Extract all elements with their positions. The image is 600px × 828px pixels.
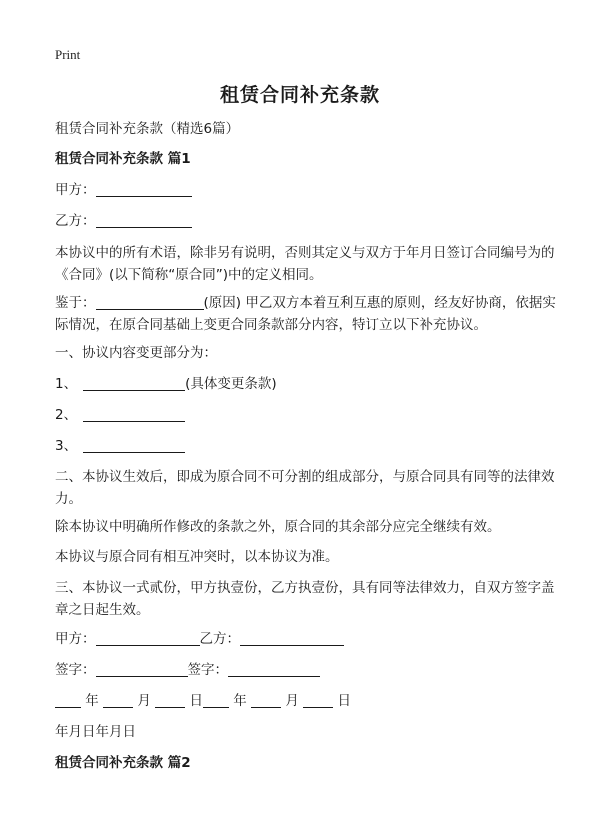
clause-1-title: 一、协议内容变更部分为： bbox=[55, 345, 217, 361]
whereas-paragraph bbox=[55, 292, 560, 336]
definition-paragraph: 本协议中的所有术语，除非另有说明，否则其定义与双方于年月日签订合同编号为的《合同》(以下简称“原合同”)中的定义相同。 bbox=[55, 245, 555, 283]
whereas-blank bbox=[96, 294, 204, 310]
section-heading-1: 租赁合同补充条款 篇1 bbox=[55, 151, 191, 167]
date-plain-line: 年月日年月日 bbox=[55, 724, 136, 740]
sign-blank-1 bbox=[96, 661, 188, 677]
month-blank-2 bbox=[251, 692, 281, 708]
whereas-text: (原因) 甲乙双方本着互利互惠的原则，经友好协商，依据实际情况，在原合同基础上变更合同条款部分内容，特订立以下补充协议。 bbox=[55, 295, 556, 333]
section-heading-2: 租赁合同补充条款 篇2 bbox=[55, 755, 191, 771]
year-blank-1 bbox=[55, 692, 81, 708]
sign-party-b-label: 乙方： bbox=[199, 631, 240, 647]
signature-line bbox=[55, 659, 320, 681]
sign-label-1: 签字： bbox=[55, 662, 96, 678]
sign-party-a-blank bbox=[96, 630, 200, 646]
sign-label-2: 签字： bbox=[187, 662, 228, 678]
item-1-label: 1、 bbox=[55, 376, 78, 392]
year-label-2: 年 bbox=[233, 693, 247, 709]
item-3-label: 3、 bbox=[55, 438, 78, 454]
party-b-line bbox=[55, 210, 192, 232]
year-blank-2 bbox=[203, 692, 229, 708]
item-2-label: 2、 bbox=[55, 407, 78, 423]
clause-conflict-paragraph: 本协议与原合同有相互冲突时，以本协议为准。 bbox=[55, 549, 339, 565]
clause-other-paragraph: 除本协议中明确所作修改的条款之外，原合同的其余部分应完全继续有效。 bbox=[55, 519, 501, 535]
day-label-1: 日 bbox=[189, 693, 203, 709]
day-blank-1 bbox=[155, 692, 185, 708]
day-blank-2 bbox=[303, 692, 333, 708]
party-b-blank bbox=[96, 212, 192, 228]
change-item-2 bbox=[55, 404, 185, 426]
party-a-line bbox=[55, 179, 192, 201]
day-label-2: 日 bbox=[337, 693, 351, 709]
item-1-blank bbox=[83, 375, 185, 391]
month-label-1: 月 bbox=[137, 693, 151, 709]
item-2-blank bbox=[83, 406, 185, 422]
year-label-1: 年 bbox=[85, 693, 99, 709]
party-a-blank bbox=[96, 181, 192, 197]
print-link[interactable]: Print bbox=[55, 47, 81, 62]
sign-party-a-label: 甲方： bbox=[55, 631, 96, 647]
month-label-2: 月 bbox=[285, 693, 299, 709]
change-item-1 bbox=[55, 373, 277, 395]
change-item-3 bbox=[55, 435, 185, 457]
clause-3-paragraph: 三、本协议一式贰份，甲方执壹份，乙方执壹份，具有同等法律效力，自双方签字盖章之日起生效。 bbox=[55, 580, 555, 618]
signature-parties-line bbox=[55, 628, 344, 650]
party-b-label: 乙方： bbox=[55, 213, 96, 229]
sign-blank-2 bbox=[228, 661, 320, 677]
document-subtitle: 租赁合同补充条款（精选6篇） bbox=[55, 121, 240, 137]
party-a-label: 甲方： bbox=[55, 182, 96, 198]
document-title: 租赁合同补充条款 bbox=[219, 84, 380, 106]
clause-2-paragraph: 二、本协议生效后，即成为原合同不可分割的组成部分，与原合同具有同等的法律效力。 bbox=[55, 469, 555, 507]
item-3-blank bbox=[83, 437, 185, 453]
sign-party-b-blank bbox=[240, 630, 344, 646]
item-1-text: (具体变更条款) bbox=[185, 376, 277, 392]
date-fill-line bbox=[55, 690, 351, 712]
whereas-label: 鉴于： bbox=[55, 295, 96, 311]
month-blank-1 bbox=[103, 692, 133, 708]
